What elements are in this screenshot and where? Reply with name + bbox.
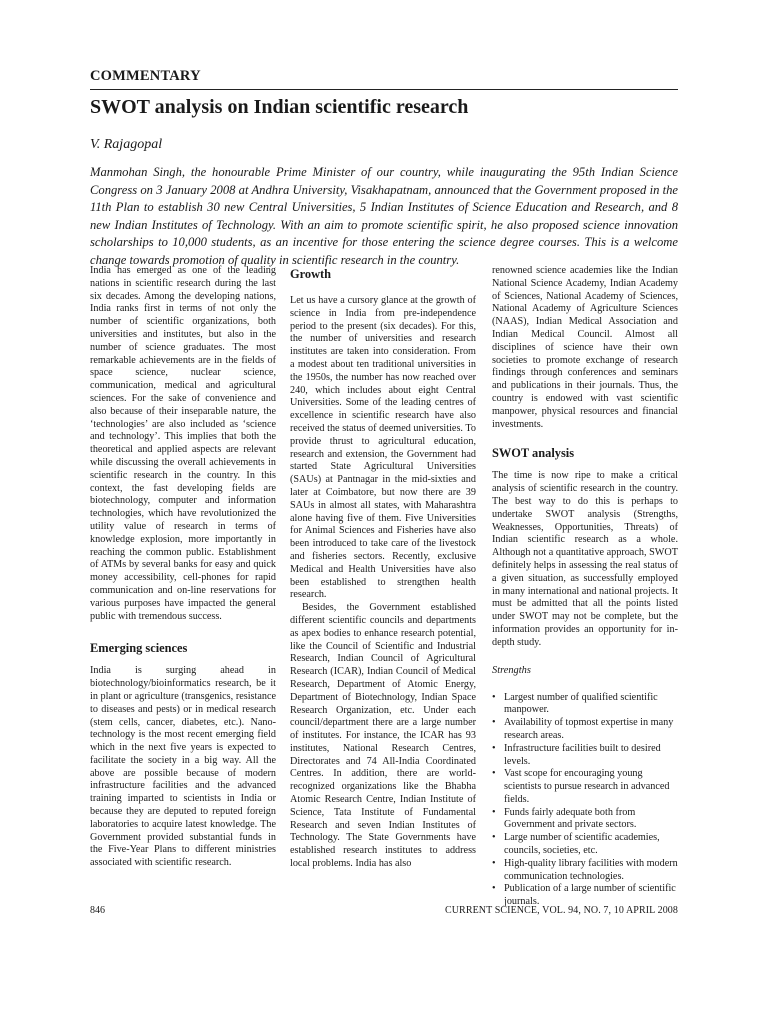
list-item	[492, 768, 678, 806]
header-rule	[90, 89, 678, 90]
strength-text: Large number of scientific academies, councils, societies, etc.	[504, 832, 660, 857]
strengths-list	[492, 692, 678, 910]
page-number: 846	[90, 905, 105, 916]
bullet-icon: •	[492, 883, 496, 895]
strength-text: High-quality library facilities with modern communication technologies.	[504, 857, 678, 882]
column-3	[492, 265, 678, 909]
bullet-icon: •	[492, 717, 496, 729]
abstract: Manmohan Singh, the honourable Prime Minister of our country, while inaugurating the 95th Indian Science Congress on 3 January 2008 at Andhra University, Visakhapatnam, announced that the Government proposed in the 11th Plan to establish 30 new Central Universities, 5 Indian Institutes of Science Education and Research, and 8 new Indian Institutes of Technology. With an aim to promote scientific spirit, he also proposed science innovation scholarships to 10,000 students, as an incentive for those entering the science degree courses. This is a welcome change towards promotion of quality in scientific research in the country.	[90, 165, 678, 267]
growth-paragraph-2: Besides, the Government established different scientific councils and departments as apex bodies to enhance research potential, like the Council of Scientific and Industrial Research, Indian Council of Agricultural Research (ICAR), Indian Council of Medical Research, Department of Atomic Energy, Department of Biotechnology, Indian Space Research Organization, etc. Under each council/department there are a large number of institutes. For instance, the ICAR has 93 institutes, National Research Centres, Directorates and 74 All-India Coordinated Centres. In addition, there are world-recognized organizations like the Bhabha Atomic Research Centre, Indian Institute of Science, Tata Institute of Fundamental Research and seven Indian Institutes of Technology. The State Governments have established research institutes to address local problems. India has also	[290, 602, 476, 870]
strengths-heading: Strengths	[492, 664, 531, 676]
column-2	[290, 265, 476, 871]
intro-paragraph: India has emerged as one of the leading nations in scientific research during the last six decades. Among the developing nations, India ranks first in terms of not only the number of scientific organizations, both universities and institutes, but also in the number of science graduates. The most remarkable achievements are in the fields of space science, nuclear science, communication, medical and agricultural sciences. For the sake of convenience and also because of their inseparable nature, the ‘technologies’ are also included as ‘science and technology’. This implies that both the theoretical and applied aspects are relevant while discussing the overall achievements in scientific research in the country. In this context, the fast developing fields are biotechnology, computer and information technologies, which have revolutionized the utility value of research in terms of knowledge explosion, more importantly in reaching the common public. Establishment of ATMs by several banks for easy and quick money accessibility, cell-phones for rapid communication and on-line reservations for various purposes have impacted the general public with tremendous success.	[90, 265, 276, 622]
growth-heading: Growth	[290, 267, 332, 281]
growth-paragraph-1: Let us have a cursory glance at the growth of science in India from pre-independence period to the present (six decades). For this, the number of universities and research institutes are taken into consideration. From a modest about ten traditional universities in the 1950s, the number has now reached over 240, which includes about eight Central Universities. Some of the leading centres of excellence in scientific research have also received the status of deemed universities. To provide thrust to agricultural education, research and extension, the Government had started State Agricultural Universities (SAUs) at Pantnagar in the mid-sixties and later at Coimbatore, but now there are 39 SAUs in almost all states, with Maharashtra alone having five of them. Five Universities for Animal Sciences and Fisheries have also been introduced to take care of the livestock and fisheries sectors. Recently, exclusive Medical and Health Universities have also been established to strengthen health research.	[290, 295, 476, 601]
bullet-icon: •	[492, 832, 496, 844]
strength-text: Infrastructure facilities built to desired levels.	[504, 742, 661, 767]
journal-citation: CURRENT SCIENCE, VOL. 94, NO. 7, 10 APRIL 2008	[444, 905, 678, 916]
list-item	[492, 858, 678, 884]
bullet-icon: •	[492, 691, 496, 703]
column-1	[90, 265, 276, 870]
author-name: V. Rajagopal	[90, 137, 163, 152]
article-title: SWOT analysis on Indian scientific research	[90, 96, 469, 118]
list-item	[492, 717, 678, 743]
strength-text: Availability of topmost expertise in many research areas.	[504, 717, 674, 741]
emerging-sciences-paragraph: India is surging ahead in biotechnology/bioinformatics research, be it in plant or agriculture (transgenics, resistance to diseases and pests) or in medical research (stem cells, cancer, diabetes, etc.). Nano-technology is the most recent emerging field which in the next five years is expected to facilitate the society in a big way. All the above are possible because of modern infrastructure facilities and the advanced training imparted to scientists in India or because they are deputed to reputed foreign laboratories to acquire latest knowledge. The Government provided substantial funds in the Five-Year Plans to different ministries associated with scientific research.	[90, 665, 276, 869]
swot-analysis-paragraph: The time is now ripe to make a critical analysis of scientific research in the country. The best way to do this is perhaps to undertake SWOT analysis (Strengths, Weaknesses, Opportunities, Threats) of Indian scientific research as a whole. Although not a quantitative approach, SWOT definitely helps in assessing the real status of a given situation, as successfully employed in many international and national projects. It must be admitted that all the points listed under SWOT may not be complete, but the information provides an opportunity for in-depth study.	[492, 470, 678, 648]
swot-analysis-heading: SWOT analysis	[492, 446, 575, 461]
bullet-icon: •	[492, 857, 496, 869]
strength-text: Largest number of qualified scientific manpower.	[504, 691, 658, 716]
bullet-icon: •	[492, 806, 496, 818]
strength-text: Funds fairly adequate both from Government and private sectors.	[504, 806, 637, 831]
list-item	[492, 807, 678, 833]
growth-continuation-paragraph: renowned science academies like the Indian National Science Academy, Indian Academy of Sciences, National Academy of Sciences, National Academy of Agriculture Sciences (NAAS), Indian Medical Association and Indian Medical Council. Almost all disciplines of science have their own societies to promote exchange of research findings through conferences and seminars and publications in their journals. Thus, the country is endowed with vast scientific manpower, physical resources and financial investments.	[492, 265, 678, 430]
strength-text: Publication of a large number of scientific journals.	[504, 883, 676, 908]
list-item	[492, 692, 678, 718]
bullet-icon: •	[492, 768, 496, 780]
emerging-sciences-heading: Emerging sciences	[90, 641, 188, 656]
bullet-icon: •	[492, 742, 496, 754]
list-item	[492, 832, 678, 858]
strength-text: Vast scope for encouraging young scientists to pursue research in advanced fields.	[504, 768, 670, 805]
section-label: COMMENTARY	[90, 68, 201, 84]
list-item	[492, 743, 678, 769]
